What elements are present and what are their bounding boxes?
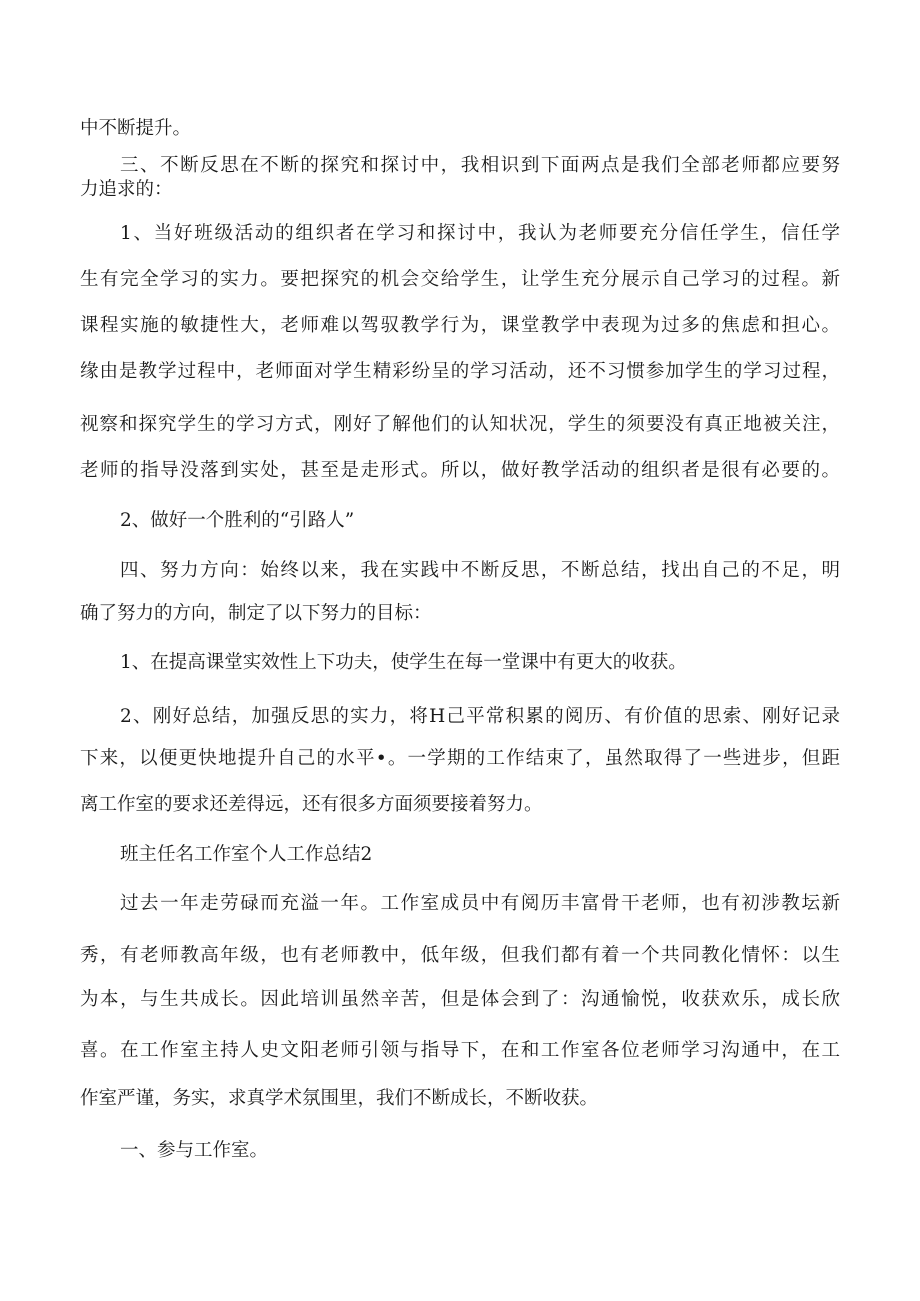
text-line: 下来，以便更快地提升自己的水平•。一学期的工作结束了，虽然取得了一些进步，但距 [80,748,840,769]
text-line: 中不断提升。 [80,118,192,139]
text-line: 确了努力的方向，制定了以下努力的目标： [80,603,432,624]
text-line: 过去一年走劳碌而充溢一年。工作室成员中有阅历丰富骨干老师，也有初涉教坛新 [120,893,840,914]
text-line: 四、努力方向：始终以来，我在实践中不断反思，不断总结，找出自己的不足，明 [120,560,840,581]
text-line: 离工作室的要求还差得远，还有很多方面须要接着努力。 [80,794,543,815]
text-line: 老师的指导没落到实处，甚至是走形式。所以，做好教学活动的组织者是很有必要的。 [80,460,840,481]
text-line: 1、在提高课堂实效性上下功夫，使学生在每一堂课中有更大的收获。 [120,652,687,673]
text-line: 一、参与工作室。 [120,1140,269,1161]
text-line: 喜。在工作室主持人史文阳老师引领与指导下，在和工作室各位老师学习沟通中，在工 [80,1040,840,1061]
text-line: 2、做好一个胜利的“引路人” [120,510,355,531]
text-line: 生有完全学习的实力。要把探究的机会交给学生，让学生充分展示自己学习的过程。新 [80,269,840,290]
section-heading: 班主任名工作室个人工作总结2 [120,844,373,865]
text-line: 1、当好班级活动的组织者在学习和探讨中，我认为老师要充分信任学生，信任学 [120,223,840,244]
text-line: 视察和探究学生的学习方式，刚好了解他们的认知状况，学生的须要没有真正地被关注， [80,414,840,435]
text-line: 为本，与生共成长。因此培训虽然辛苦，但是体会到了：沟通愉悦，收获欢乐，成长欣 [80,989,840,1010]
text-line: 课程实施的敏捷性大，老师难以驾驭教学行为，课堂教学中表现为过多的焦虑和担心。 [80,315,840,336]
text-line: 作室严谨，务实，求真学术氛围里，我们不断成长，不断收获。 [80,1088,599,1109]
text-line: 力追求的： [80,179,173,200]
text-line: 秀，有老师教高年级，也有老师教中，低年级，但我们都有着一个共同教化情怀：以生 [80,945,840,966]
text-line: 2、刚好总结，加强反思的实力，将H己平常积累的阅历、有价值的思索、刚好记录 [120,706,840,727]
text-line: 缘由是教学过程中，老师面对学生精彩纷呈的学习活动，还不习惯参加学生的学习过程， [80,361,840,382]
text-line: 三、不断反思在不断的探究和探讨中，我相识到下面两点是我们全部老师都应要努 [120,155,840,176]
